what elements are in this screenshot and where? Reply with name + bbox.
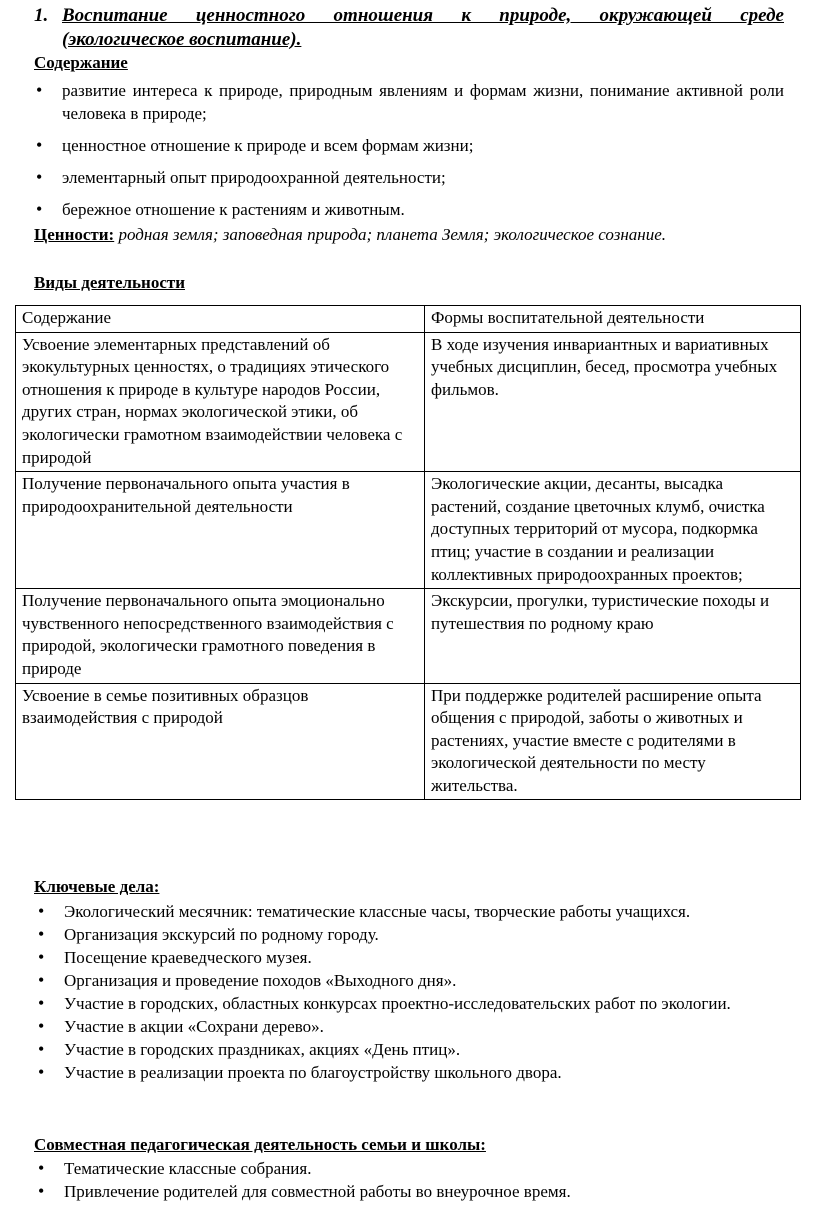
heading-number: 1. — [34, 5, 49, 26]
table-row — [16, 472, 801, 589]
list-item: • Организация экскурсий по родному городу. — [34, 923, 784, 946]
content-list-item: • бережное отношение к растениям и животным. — [34, 198, 784, 221]
table-header-row — [16, 306, 801, 333]
table-cell: Экскурсии, прогулки, туристические походы и путешествия по родному краю — [425, 589, 801, 683]
table-cell: Получение первоначального опыта участия в природоохранительной деятельности — [16, 472, 425, 589]
list-item: • Организация и проведение походов «Выходного дня». — [34, 969, 784, 992]
content-list-item: • элементарный опыт природоохранной деятельности; — [34, 166, 784, 189]
family-title: Совместная педагогическая деятельность семьи и школы: — [34, 1135, 486, 1154]
list-item: • Участие в городских, областных конкурсах проектно-исследовательских работ по экологии. — [34, 992, 784, 1015]
table-cell: Усвоение элементарных представлений об экокультурных ценностях, о традициях этического отношения к природе в культуре народов России, других стран, нормах экологической этики, об экологически грамотном взаимодействии человека с природой — [16, 332, 425, 472]
heading-title-line-2: (экологическое воспитание). — [62, 29, 302, 50]
table-row — [16, 589, 801, 683]
list-item: • Экологический месячник: тематические классные часы, творческие работы учащихся. — [34, 900, 784, 923]
values-label: Ценности: — [34, 225, 115, 244]
key-events-title: Ключевые дела: — [34, 877, 160, 896]
content-section-title: Содержание — [34, 53, 128, 72]
family-list — [34, 1157, 784, 1203]
content-list — [34, 79, 784, 230]
activities-table — [15, 305, 801, 800]
list-item: • Посещение краеведческого музея. — [34, 946, 784, 969]
table-header-cell: Содержание — [16, 306, 425, 333]
list-item: • Участие в реализации проекта по благоустройству школьного двора. — [34, 1061, 784, 1084]
list-item: • Участие в акции «Сохрани дерево». — [34, 1015, 784, 1038]
content-list-item: • ценностное отношение к природе и всем формам жизни; — [34, 134, 784, 157]
key-events-list — [34, 900, 784, 1084]
activities-title: Виды деятельности — [34, 273, 186, 292]
table-cell: Экологические акции, десанты, высадка растений, создание цветочных клумб, очистка доступных территорий от мусора, подкормка птиц; участие в создании и реализации коллективных природоохранных проектов; — [425, 472, 801, 589]
table-header-cell: Формы воспитательной деятельности — [425, 306, 801, 333]
list-item: • Участие в городских праздниках, акциях «День птиц». — [34, 1038, 784, 1061]
values-line — [34, 225, 666, 245]
section-heading — [34, 4, 784, 52]
table-row — [16, 683, 801, 800]
heading-title-line-1: Воспитание ценностного отношения к природе, окружающей среде — [62, 5, 784, 26]
list-item: • Тематические классные собрания. — [34, 1157, 784, 1180]
table-cell: В ходе изучения инвариантных и вариативных учебных дисциплин, бесед, просмотра учебных фильмов. — [425, 332, 801, 472]
values-text: родная земля; заповедная природа; планета Земля; экологическое сознание. — [114, 225, 666, 244]
table-cell: Получение первоначального опыта эмоционально чувственного непосредственного взаимодействия с природой, экологически грамотного поведения в природе — [16, 589, 425, 683]
content-list-item: • развитие интереса к природе, природным явлениям и формам жизни, понимание активной роли человека в природе; — [34, 79, 784, 125]
table-cell: Усвоение в семье позитивных образцов взаимодействия с природой — [16, 683, 425, 800]
table-row — [16, 332, 801, 472]
list-item: • Привлечение родителей для совместной работы во внеурочное время. — [34, 1180, 784, 1203]
table-cell: При поддержке родителей расширение опыта общения с природой, заботы о животных и растениях, участие вместе с родителями в экологической деятельности по месту жительства. — [425, 683, 801, 800]
